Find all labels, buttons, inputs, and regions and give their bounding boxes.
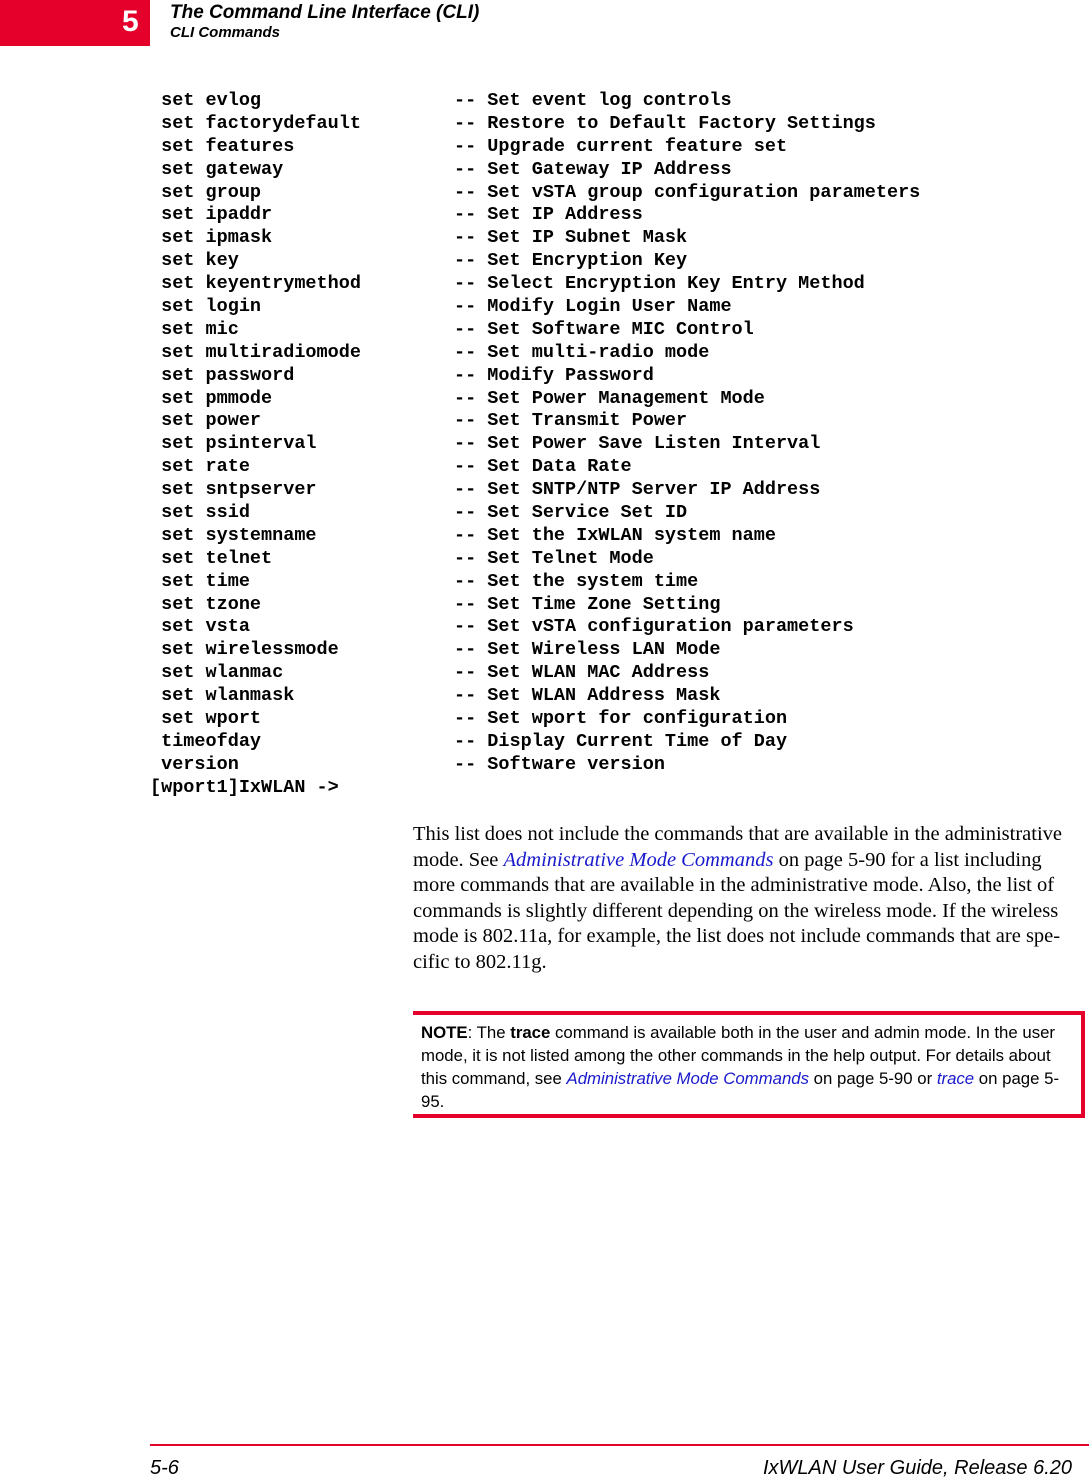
code-line [150, 685, 920, 708]
note-box [413, 1011, 1085, 1118]
command-description: -- Set Wireless LAN Mode [454, 639, 721, 661]
command-description: -- Set IP Address [454, 204, 643, 226]
code-line [150, 365, 920, 388]
command-name: set wlanmask [150, 685, 295, 707]
note-bold-word: trace [510, 1023, 551, 1042]
note-text-part: on page 5-90 or [809, 1069, 937, 1088]
command-description: -- Upgrade current feature set [454, 135, 788, 157]
command-description: -- Set Transmit Power [454, 410, 688, 432]
note-text-part: command is available both in the user and admin mode. In the user mode, it is not listed among the other commands in the help output. For details about this command, see [421, 1023, 1056, 1088]
code-line [150, 456, 920, 479]
command-description: -- Software version [454, 753, 665, 775]
command-description: -- Set multi-radio mode [454, 341, 710, 363]
cli-help-listing [150, 90, 920, 800]
command-name: set vsta [150, 616, 250, 638]
command-name: set group [150, 181, 262, 203]
command-description: -- Set Power Management Mode [454, 387, 765, 409]
cli-prompt: [wport1]IxWLAN -> [150, 776, 339, 798]
section-subtitle: CLI Commands [170, 24, 281, 41]
body-text: on page 5-90 for a list including more commands that are available in the administrative mode. Also, the list of commands is slightly different depending on the wireless mode. If the wireless mode is 802.11a, for example, the list does not include commands that are spe-cific to 802.11g. [413, 848, 1061, 973]
command-name: set features [150, 135, 295, 157]
code-line [150, 433, 920, 456]
code-line [150, 548, 920, 571]
note-text [421, 1021, 1077, 1113]
footer-rule [150, 1444, 1089, 1446]
command-name: set sntpserver [150, 479, 317, 501]
command-description: -- Set Software MIC Control [454, 318, 754, 340]
command-description: -- Select Encryption Key Entry Method [454, 273, 865, 295]
command-description: -- Modify Password [454, 364, 654, 386]
command-name: set rate [150, 456, 250, 478]
code-line [150, 662, 920, 685]
code-line [150, 479, 920, 502]
command-description: -- Set IP Subnet Mask [454, 227, 688, 249]
code-line [150, 113, 920, 136]
command-description: -- Modify Login User Name [454, 296, 732, 318]
command-name: set mic [150, 318, 239, 340]
note-text-part: : The [467, 1023, 511, 1042]
code-line [150, 90, 920, 113]
command-name: set ipaddr [150, 204, 273, 226]
body-paragraph [413, 822, 1078, 976]
command-name: set ssid [150, 502, 250, 524]
command-description: -- Set the system time [454, 570, 699, 592]
code-line [150, 525, 920, 548]
code-line [150, 571, 920, 594]
code-line [150, 639, 920, 662]
note-trace-link[interactable]: trace [936, 1069, 975, 1088]
command-description: -- Set Service Set ID [454, 502, 688, 524]
code-line [150, 227, 920, 250]
body-text: This list does not include the commands that are available in the administrative mode. See [413, 823, 1062, 871]
code-line [150, 342, 920, 365]
admin-mode-commands-link[interactable]: Administrative Mode Commands [503, 848, 774, 871]
command-name: set wirelessmode [150, 639, 339, 661]
command-description: -- Set event log controls [454, 90, 732, 111]
code-line [150, 159, 920, 182]
command-name: set wlanmac [150, 662, 284, 684]
footer-guide-title: IxWLAN User Guide, Release 6.20 [762, 1457, 1072, 1479]
command-description: -- Set Time Zone Setting [454, 593, 721, 615]
chapter-title: The Command Line Interface (CLI) [170, 2, 480, 23]
code-line [150, 616, 920, 639]
note-text-part: on page 5-95. [421, 1069, 1060, 1111]
command-name: set login [150, 296, 262, 318]
command-name: set telnet [150, 547, 273, 569]
command-description: -- Set wport for configuration [454, 708, 788, 730]
code-line [150, 319, 920, 342]
command-description: -- Set vSTA configuration parameters [454, 616, 854, 638]
command-description: -- Set SNTP/NTP Server IP Address [454, 479, 821, 501]
command-name: set multiradiomode [150, 341, 361, 363]
command-name: set psinterval [150, 433, 317, 455]
chapter-number: 5 [122, 5, 139, 38]
command-name: set wport [150, 708, 262, 730]
command-description: -- Restore to Default Factory Settings [454, 112, 876, 134]
command-name: version [150, 753, 239, 775]
command-name: set keyentrymethod [150, 273, 361, 295]
command-description: -- Set Encryption Key [454, 250, 688, 272]
code-line [150, 296, 920, 319]
command-name: timeofday [150, 730, 262, 752]
command-description: -- Set the IxWLAN system name [454, 524, 776, 546]
code-line [150, 136, 920, 159]
command-description: -- Display Current Time of Day [454, 730, 788, 752]
command-description: -- Set WLAN Address Mask [454, 685, 721, 707]
command-name: set evlog [150, 90, 262, 111]
running-header [170, 2, 479, 42]
command-description: -- Set WLAN MAC Address [454, 662, 710, 684]
note-label: NOTE [421, 1023, 468, 1042]
command-name: set factorydefault [150, 112, 361, 134]
code-line [150, 731, 920, 754]
note-admin-mode-commands-link[interactable]: Administrative Mode Commands [566, 1069, 809, 1088]
command-name: set gateway [150, 158, 284, 180]
chapter-tab [0, 0, 150, 46]
command-description: -- Set Telnet Mode [454, 547, 654, 569]
code-line [150, 502, 920, 525]
code-line [150, 250, 920, 273]
command-name: set time [150, 570, 250, 592]
code-line [150, 594, 920, 617]
command-name: set systemname [150, 524, 317, 546]
code-line [150, 182, 920, 205]
code-line [150, 410, 920, 433]
command-name: set tzone [150, 593, 262, 615]
command-name: set power [150, 410, 262, 432]
footer-page-number: 5-6 [150, 1457, 179, 1479]
code-line [150, 388, 920, 411]
command-description: -- Set Power Save Listen Interval [454, 433, 821, 455]
command-name: set password [150, 364, 295, 386]
code-line [150, 273, 920, 296]
code-line [150, 754, 920, 777]
code-line [150, 708, 920, 731]
command-name: set pmmode [150, 387, 273, 409]
command-description: -- Set Gateway IP Address [454, 158, 732, 180]
code-line [150, 204, 920, 227]
command-name: set ipmask [150, 227, 273, 249]
command-description: -- Set vSTA group configuration parameters [454, 181, 921, 203]
command-description: -- Set Data Rate [454, 456, 632, 478]
command-name: set key [150, 250, 239, 272]
